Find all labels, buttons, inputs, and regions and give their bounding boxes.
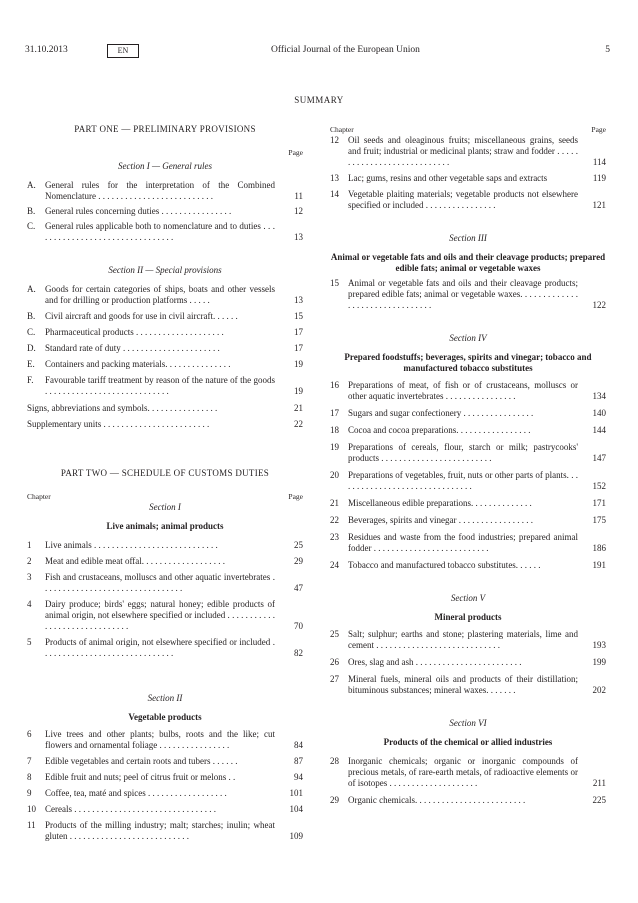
toc-entry — [27, 788, 303, 799]
page-label: Page — [288, 148, 303, 157]
toc-entry — [27, 327, 303, 338]
entry-number: 5 — [27, 637, 32, 647]
entry-number: C. — [27, 221, 36, 231]
entry-title: Edible vegetables and certain roots and tubers . . . . . . — [45, 756, 238, 766]
entry-title: Preparations of cereals, flour, starch or milk; pastrycooks' products . . . . . . . . . . . . . . . . . . . . . . . . . — [348, 442, 578, 463]
entry-number: 12 — [330, 135, 339, 145]
toc-entry — [330, 425, 606, 436]
entry-number: 29 — [330, 795, 339, 805]
toc-entry — [330, 135, 606, 168]
toc-entry — [27, 343, 303, 354]
entry-number: C. — [27, 327, 36, 337]
entry-page: 13 — [294, 232, 303, 242]
entry-number: D. — [27, 343, 36, 353]
section-iv-list — [330, 380, 606, 571]
extra-list — [27, 403, 303, 430]
section-iii-label: Section III — [449, 233, 487, 243]
entry-title: Live animals . . . . . . . . . . . . . . . . . . . . . . . . . . . . — [45, 540, 218, 550]
entry-title: Vegetable plaiting materials; vegetable products not elsewhere specified or included . . . . . . . . . . . . . . . . — [348, 189, 578, 210]
toc-entry — [330, 629, 606, 651]
section-ii-list — [27, 729, 303, 842]
section-vi-list — [330, 756, 606, 806]
entry-title: Supplementary units . . . . . . . . . . . . . . . . . . . . . . . . — [27, 419, 210, 429]
page-label: Page — [591, 125, 606, 134]
entry-page: 191 — [592, 560, 606, 570]
entry-page: 12 — [294, 206, 303, 216]
page-number: 5 — [605, 45, 610, 55]
entry-number: 25 — [330, 629, 339, 639]
entry-number: E. — [27, 359, 35, 369]
part-two-title: PART TWO — SCHEDULE OF CUSTOMS DUTIES — [60, 468, 270, 478]
entry-title: General rules concerning duties . . . . . . . . . . . . . . . . — [45, 206, 232, 216]
toc-entry — [330, 515, 606, 526]
entry-page: 147 — [592, 453, 606, 463]
entry-title: Ores, slag and ash . . . . . . . . . . . . . . . . . . . . . . . . — [348, 657, 522, 667]
entry-title: Civil aircraft and goods for use in civil aircraft. . . . . . — [45, 311, 238, 321]
entry-page: 144 — [592, 425, 606, 435]
entry-title: Goods for certain categories of ships, boats and other vessels and for drilling or production platforms . . . . . — [45, 284, 275, 305]
entry-page: 152 — [592, 481, 606, 491]
entry-title: Preparations of vegetables, fruit, nuts or other parts of plants. . . . . . . . . . . . . . . . . . . . . . . . . . . . . . . — [348, 470, 578, 491]
toc-entry — [27, 540, 303, 551]
entry-page: 101 — [289, 788, 303, 798]
toc-entry — [330, 442, 606, 464]
toc-entry — [27, 403, 303, 414]
journal-title: Official Journal of the European Union — [271, 45, 420, 55]
section-iii-list — [330, 278, 606, 311]
entry-page: 22 — [294, 419, 303, 429]
toc-entry — [27, 311, 303, 322]
entry-number: 7 — [27, 756, 32, 766]
entry-page: 122 — [592, 300, 606, 310]
entry-page: 11 — [294, 191, 303, 201]
toc-entry — [330, 756, 606, 789]
toc-entry — [27, 572, 303, 594]
entry-number: 28 — [330, 756, 339, 766]
entry-number: 11 — [27, 820, 36, 830]
toc-entry — [27, 419, 303, 430]
entry-title: Mineral fuels, mineral oils and products of their distillation; bituminous substances; mineral waxes. . . . . . . — [348, 674, 578, 695]
section2-list — [27, 284, 303, 397]
entry-title: Containers and packing materials. . . . . . . . . . . . . . . — [45, 359, 231, 369]
entry-title: Standard rate of duty . . . . . . . . . . . . . . . . . . . . . . — [45, 343, 220, 353]
entry-number: 9 — [27, 788, 32, 798]
publication-date: 31.10.2013 — [25, 45, 68, 55]
section-iii-heading: Animal or vegetable fats and oils and their cleavage products; prepared edible fats; animal or vegetable waxes — [330, 252, 606, 273]
toc-entry — [330, 278, 606, 311]
entry-title: Preparations of meat, of fish or of crustaceans, molluscs or other aquatic invertebrates . . . . . . . . . . . . . . . . — [348, 380, 578, 401]
toc-entry — [330, 795, 606, 806]
language-badge: EN — [107, 44, 139, 58]
entry-page: 70 — [294, 621, 303, 631]
section-iv-heading: Prepared foodstuffs; beverages, spirits and vinegar; tobacco and manufactured tobacco substitutes — [344, 352, 592, 373]
entry-page: 171 — [592, 498, 606, 508]
toc-entry — [27, 637, 303, 659]
section-iv-label: Section IV — [449, 333, 487, 343]
entry-page: 119 — [592, 173, 606, 183]
toc-entry — [330, 173, 606, 184]
entry-number: 16 — [330, 380, 339, 390]
entry-number: 8 — [27, 772, 32, 782]
section1-list — [27, 180, 303, 243]
entry-page: 109 — [289, 831, 303, 841]
toc-entry — [330, 532, 606, 554]
toc-entry — [27, 556, 303, 567]
section-vi-label: Section VI — [449, 718, 487, 728]
toc-entry — [330, 657, 606, 668]
entry-title: Cereals . . . . . . . . . . . . . . . . . . . . . . . . . . . . . . . . — [45, 804, 216, 814]
toc-entry — [330, 380, 606, 402]
entry-page: 17 — [294, 327, 303, 337]
entry-title: Products of the milling industry; malt; starches; inulin; wheat gluten . . . . . . . . . . . . . . . . . . . . . . . . . . . — [45, 820, 275, 841]
entry-number: 18 — [330, 425, 339, 435]
entry-title: Miscellaneous edible preparations. . . . . . . . . . . . . . — [348, 498, 532, 508]
entry-number: A. — [27, 180, 36, 190]
section-general-rules: Section I — General rules — [118, 161, 212, 171]
entry-number: B. — [27, 206, 36, 216]
section-ii-label: Section II — [147, 693, 183, 703]
entry-title: Edible fruit and nuts; peel of citrus fruit or melons . . — [45, 772, 236, 782]
entry-number: 6 — [27, 729, 32, 739]
entry-title: Meat and edible meat offal. . . . . . . . . . . . . . . . . . . — [45, 556, 226, 566]
toc-entry — [27, 804, 303, 815]
entry-number: B. — [27, 311, 36, 321]
column-labels — [27, 491, 303, 502]
section-special-provisions: Section II — Special provisions — [108, 265, 222, 275]
page-label: Page — [288, 492, 303, 501]
chapter-label: Chapter — [330, 125, 354, 134]
entry-number: 10 — [27, 804, 36, 814]
entry-page: 17 — [294, 343, 303, 353]
entry-page: 47 — [294, 583, 303, 593]
column-labels — [330, 124, 606, 135]
entry-title: Sugars and sugar confectionery . . . . . . . . . . . . . . . . — [348, 408, 534, 418]
entry-title: Beverages, spirits and vinegar . . . . . . . . . . . . . . . . . — [348, 515, 533, 525]
entry-title: Cocoa and cocoa preparations. . . . . . . . . . . . . . . . . — [348, 425, 531, 435]
entry-title: Residues and waste from the food industries; prepared animal fodder . . . . . . . . . . . . . . . . . . . . . . . . . . — [348, 532, 578, 553]
entry-number: 3 — [27, 572, 32, 582]
left-column — [27, 124, 303, 842]
toc-entry — [27, 820, 303, 842]
entry-page: 121 — [592, 200, 606, 210]
section-v-heading: Mineral products — [434, 612, 502, 622]
toc-entry — [330, 498, 606, 509]
entry-page: 15 — [294, 311, 303, 321]
entry-title: Coffee, tea, maté and spices . . . . . . . . . . . . . . . . . . — [45, 788, 227, 798]
entry-page: 114 — [592, 157, 606, 167]
entry-title: Oil seeds and oleaginous fruits; miscellaneous grains, seeds and fruit; industrial or medicinal plants; straw and fodder . . . . . . . . . . . . . . . . . . . . . . . . . . . . — [348, 135, 578, 167]
entry-title: Salt; sulphur; earths and stone; plastering materials, lime and cement . . . . . . . . . . . . . . . . . . . . . . . . . . . . — [348, 629, 578, 650]
entry-number: 19 — [330, 442, 339, 452]
right-column — [330, 124, 606, 806]
entry-page: 186 — [592, 543, 606, 553]
chapter-label: Chapter — [27, 492, 51, 501]
entry-page: 134 — [592, 391, 606, 401]
entry-page: 104 — [289, 804, 303, 814]
entry-title: Products of animal origin, not elsewhere specified or included . . . . . . . . . . . . . . . . . . . . . . . . . . . . . . — [45, 637, 275, 658]
entry-number: 17 — [330, 408, 339, 418]
entry-page: 202 — [592, 685, 606, 695]
toc-entry — [330, 470, 606, 492]
section-i-list — [27, 540, 303, 659]
entry-title: Dairy produce; birds' eggs; natural honey; edible products of animal origin, not elsewhere specified or included . . . . . . . . . . . . . . . . . . . . . . . . . . . . . . — [45, 599, 275, 631]
section-i-label: Section I — [149, 502, 181, 512]
entry-number: 2 — [27, 556, 32, 566]
toc-entry — [27, 599, 303, 632]
toc-entry — [27, 221, 303, 243]
entry-title: Tobacco and manufactured tobacco substitutes. . . . . . — [348, 560, 541, 570]
entry-page: 94 — [294, 772, 303, 782]
page-header — [25, 44, 610, 60]
entry-title: Inorganic chemicals; organic or inorganic compounds of precious metals, of rare-earth metals, of radioactive elements or of isotopes . . . . . . . . . . . . . . . . . . . . — [348, 756, 578, 788]
entry-number: 21 — [330, 498, 339, 508]
toc-entry — [27, 284, 303, 306]
entry-page: 199 — [592, 657, 606, 667]
entry-page: 140 — [592, 408, 606, 418]
entry-page: 225 — [592, 795, 606, 805]
entry-page: 87 — [294, 756, 303, 766]
entry-number: 26 — [330, 657, 339, 667]
entry-number: F. — [27, 375, 34, 385]
section-ii-heading: Vegetable products — [128, 712, 202, 722]
entry-number: 4 — [27, 599, 32, 609]
entry-title: Signs, abbreviations and symbols. . . . . . . . . . . . . . . . — [27, 403, 218, 413]
part-one-title: PART ONE — PRELIMINARY PROVISIONS — [74, 124, 256, 134]
toc-entry — [330, 189, 606, 211]
entry-page: 175 — [592, 515, 606, 525]
entry-title: General rules for the interpretation of the Combined Nomenclature . . . . . . . . . . . . . . . . . . . . . . . . . . — [45, 180, 275, 201]
entry-page: 29 — [294, 556, 303, 566]
entry-number: 1 — [27, 540, 32, 550]
entry-number: A. — [27, 284, 36, 294]
section-i-heading: Live animals; animal products — [106, 521, 224, 531]
entry-page: 19 — [294, 359, 303, 369]
section-v-list — [330, 629, 606, 696]
entry-number: 20 — [330, 470, 339, 480]
section-v-label: Section V — [450, 593, 486, 603]
summary-title: SUMMARY — [294, 95, 344, 105]
toc-entry — [330, 674, 606, 696]
toc-entry — [27, 729, 303, 751]
toc-entry — [330, 560, 606, 571]
entry-number: 15 — [330, 278, 339, 288]
toc-entry — [27, 180, 303, 202]
entry-title: Organic chemicals. . . . . . . . . . . . . . . . . . . . . . . . . — [348, 795, 526, 805]
entry-title: General rules applicable both to nomenclature and to duties . . . . . . . . . . . . . . . . . . . . . . . . . . . . . . . . — [45, 221, 275, 242]
entry-title: Favourable tariff treatment by reason of the nature of the goods . . . . . . . . . . . . . . . . . . . . . . . . . . . . — [45, 375, 275, 396]
toc-entry — [27, 772, 303, 783]
entry-page: 82 — [294, 648, 303, 658]
entry-page: 193 — [592, 640, 606, 650]
entry-title: Pharmaceutical products . . . . . . . . . . . . . . . . . . . . — [45, 327, 224, 337]
toc-entry — [27, 206, 303, 217]
section-vi-heading: Products of the chemical or allied industries — [383, 737, 553, 747]
toc-entry — [27, 756, 303, 767]
entry-title: Live trees and other plants; bulbs, roots and the like; cut flowers and ornamental foliage . . . . . . . . . . . . . . . . — [45, 729, 275, 750]
entry-page: 19 — [294, 386, 303, 396]
entry-number: 23 — [330, 532, 339, 542]
toc-entry — [27, 359, 303, 370]
top-list — [330, 135, 606, 211]
entry-number: 14 — [330, 189, 339, 199]
entry-number: 13 — [330, 173, 339, 183]
entry-page: 13 — [294, 295, 303, 305]
entry-title: Fish and crustaceans, molluscs and other aquatic invertebrates . . . . . . . . . . . . . . . . . . . . . . . . . . . . . . . . — [45, 572, 275, 593]
entry-page: 211 — [592, 778, 606, 788]
entry-title: Lac; gums, resins and other vegetable saps and extracts — [348, 173, 548, 183]
entry-number: 22 — [330, 515, 339, 525]
entry-page: 21 — [294, 403, 303, 413]
entry-number: 24 — [330, 560, 339, 570]
toc-entry — [27, 375, 303, 397]
entry-number: 27 — [330, 674, 339, 684]
entry-page: 84 — [294, 740, 303, 750]
toc-entry — [330, 408, 606, 419]
entry-title: Animal or vegetable fats and oils and their cleavage products; prepared edible fats; animal or vegetable waxes. . . . . . . . . . . . . . . . . . . . . . . . . . . . . . . . — [348, 278, 578, 310]
entry-page: 25 — [294, 540, 303, 550]
